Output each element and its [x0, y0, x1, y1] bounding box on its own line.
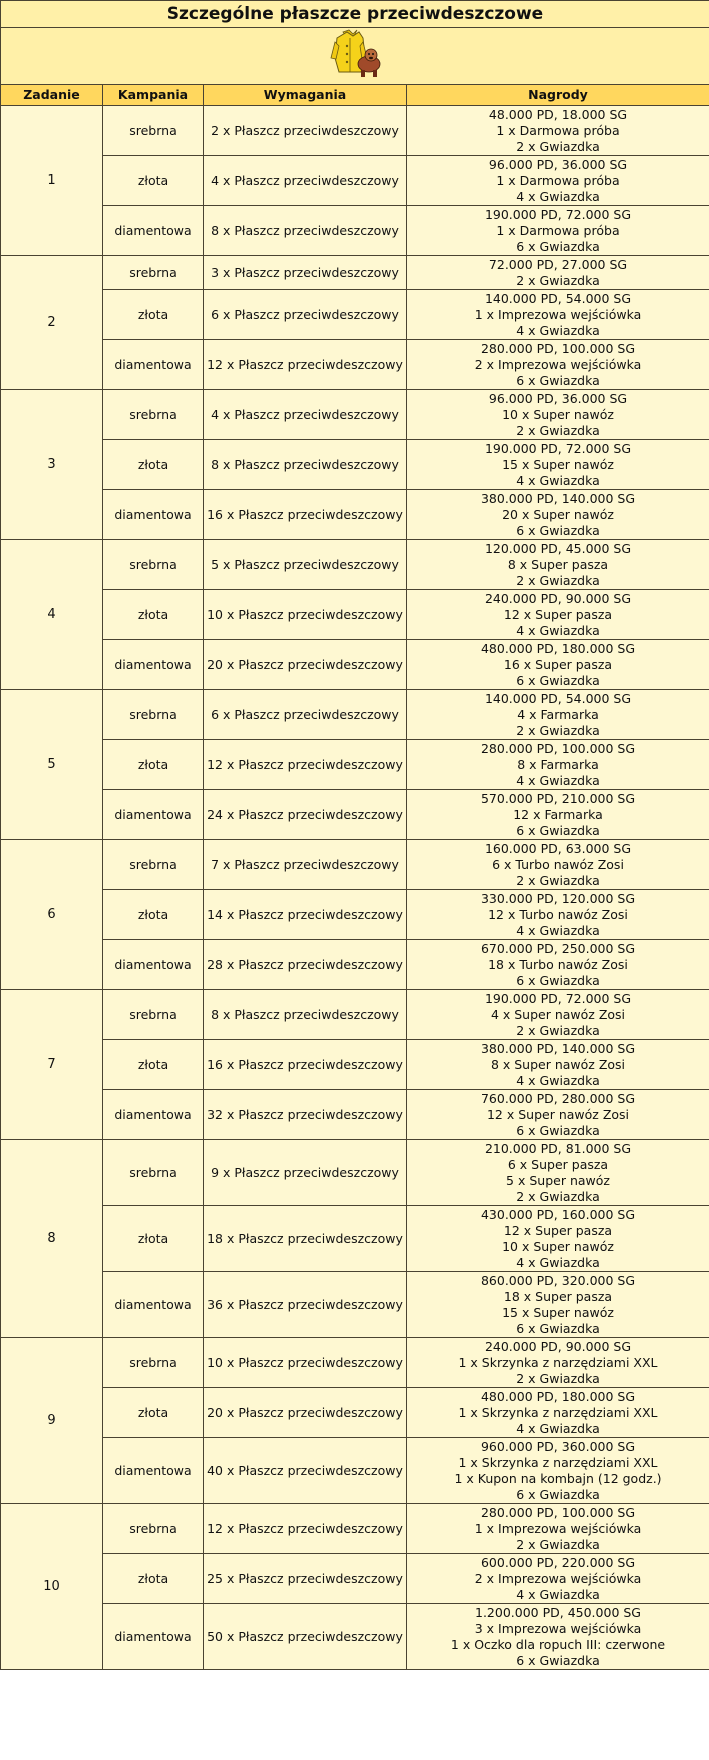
table-row	[1, 940, 709, 990]
reward-line: 2 x Gwiazdka	[516, 422, 600, 438]
reward-line: 190.000 PD, 72.000 SG	[484, 990, 632, 1006]
reward-line: 960.000 PD, 360.000 SG	[480, 1438, 636, 1454]
reward-line: 670.000 PD, 250.000 SG	[480, 940, 636, 956]
reward-line: 20 x Super nawóz	[502, 506, 614, 522]
requirement-cell: 50 x Płaszcz przeciwdeszczowy	[204, 1604, 407, 1670]
table-row	[1, 840, 709, 890]
reward-line: 72.000 PD, 27.000 SG	[488, 256, 628, 272]
campaign-cell: srebrna	[103, 540, 204, 590]
reward-line: 1 x Darmowa próba	[496, 172, 620, 188]
header-icon-cell	[1, 28, 709, 85]
column-header-task: Zadanie	[1, 85, 103, 106]
rewards-cell	[407, 1040, 709, 1090]
table-row	[1, 106, 709, 156]
reward-line: 18 x Turbo nawóz Zosi	[488, 956, 628, 972]
reward-line: 240.000 PD, 90.000 SG	[484, 590, 632, 606]
reward-line: 6 x Gwiazdka	[516, 672, 600, 688]
header-icons	[327, 28, 383, 80]
reward-line: 6 x Turbo nawóz Zosi	[492, 856, 624, 872]
requirement-cell: 8 x Płaszcz przeciwdeszczowy	[204, 440, 407, 490]
table-row	[1, 690, 709, 740]
requirement-cell: 20 x Płaszcz przeciwdeszczowy	[204, 640, 407, 690]
task-number: 7	[1, 990, 103, 1140]
reward-line: 160.000 PD, 63.000 SG	[484, 840, 632, 856]
reward-line: 4 x Gwiazdka	[516, 1586, 600, 1602]
campaign-cell: złota	[103, 290, 204, 340]
reward-line: 12 x Turbo nawóz Zosi	[488, 906, 628, 922]
requirement-cell: 25 x Płaszcz przeciwdeszczowy	[204, 1554, 407, 1604]
reward-line: 6 x Gwiazdka	[516, 238, 600, 254]
campaign-cell: diamentowa	[103, 640, 204, 690]
reward-line: 210.000 PD, 81.000 SG	[484, 1140, 632, 1156]
table-row	[1, 1272, 709, 1338]
reward-line: 10 x Super nawóz	[502, 406, 614, 422]
campaign-cell: złota	[103, 156, 204, 206]
reward-line: 2 x Gwiazdka	[516, 1536, 600, 1552]
rewards-cell	[407, 1206, 709, 1272]
reward-line: 4 x Gwiazdka	[516, 188, 600, 204]
table-row	[1, 290, 709, 340]
reward-line: 8 x Super nawóz Zosi	[490, 1056, 626, 1072]
requirement-cell: 4 x Płaszcz przeciwdeszczowy	[204, 390, 407, 440]
reward-line: 6 x Gwiazdka	[516, 522, 600, 538]
table-row	[1, 540, 709, 590]
table-row	[1, 1140, 709, 1206]
reward-line: 4 x Gwiazdka	[516, 1254, 600, 1270]
campaign-cell: złota	[103, 890, 204, 940]
reward-line: 600.000 PD, 220.000 SG	[480, 1554, 636, 1570]
reward-line: 4 x Gwiazdka	[516, 622, 600, 638]
requirement-cell: 20 x Płaszcz przeciwdeszczowy	[204, 1388, 407, 1438]
rewards-cell	[407, 1090, 709, 1140]
rewards-cell	[407, 740, 709, 790]
reward-line: 6 x Gwiazdka	[516, 1652, 600, 1668]
task-number: 5	[1, 690, 103, 840]
reward-line: 120.000 PD, 45.000 SG	[484, 540, 632, 556]
title-row	[1, 1, 709, 28]
reward-line: 6 x Gwiazdka	[516, 1486, 600, 1502]
reward-line: 4 x Gwiazdka	[516, 1072, 600, 1088]
reward-line: 6 x Gwiazdka	[516, 1122, 600, 1138]
reward-line: 48.000 PD, 18.000 SG	[488, 106, 628, 122]
rewards-cell	[407, 1140, 709, 1206]
table-row	[1, 740, 709, 790]
campaign-cell: diamentowa	[103, 490, 204, 540]
table-row	[1, 256, 709, 290]
reward-line: 2 x Gwiazdka	[516, 1022, 600, 1038]
reward-line: 96.000 PD, 36.000 SG	[488, 156, 628, 172]
reward-line: 1 x Imprezowa wejściówka	[474, 1520, 642, 1536]
table-row	[1, 440, 709, 490]
requirement-cell: 24 x Płaszcz przeciwdeszczowy	[204, 790, 407, 840]
reward-line: 10 x Super nawóz	[502, 1238, 614, 1254]
requirement-cell: 7 x Płaszcz przeciwdeszczowy	[204, 840, 407, 890]
reward-line: 760.000 PD, 280.000 SG	[480, 1090, 636, 1106]
reward-line: 6 x Gwiazdka	[516, 972, 600, 988]
campaign-cell: diamentowa	[103, 940, 204, 990]
requirement-cell: 14 x Płaszcz przeciwdeszczowy	[204, 890, 407, 940]
reward-line: 4 x Gwiazdka	[516, 922, 600, 938]
campaign-cell: diamentowa	[103, 340, 204, 390]
rewards-cell	[407, 540, 709, 590]
reward-line: 4 x Gwiazdka	[516, 772, 600, 788]
table-row	[1, 1554, 709, 1604]
task-number: 1	[1, 106, 103, 256]
reward-line: 12 x Super pasza	[503, 606, 613, 622]
requirement-cell: 16 x Płaszcz przeciwdeszczowy	[204, 490, 407, 540]
reward-line: 1 x Oczko dla ropuch III: czerwone	[450, 1636, 666, 1652]
reward-line: 380.000 PD, 140.000 SG	[480, 1040, 636, 1056]
campaign-cell: złota	[103, 740, 204, 790]
table-row	[1, 790, 709, 840]
rewards-cell	[407, 590, 709, 640]
reward-line: 12 x Farmarka	[513, 806, 603, 822]
reward-line: 2 x Gwiazdka	[516, 872, 600, 888]
column-header-row	[1, 85, 709, 106]
reward-line: 1 x Skrzynka z narzędziami XXL	[458, 1454, 658, 1470]
task-number: 3	[1, 390, 103, 540]
reward-line: 5 x Super nawóz	[506, 1172, 610, 1188]
reward-line: 12 x Super pasza	[503, 1222, 613, 1238]
requirement-cell: 6 x Płaszcz przeciwdeszczowy	[204, 690, 407, 740]
requirement-cell: 32 x Płaszcz przeciwdeszczowy	[204, 1090, 407, 1140]
table-row	[1, 156, 709, 206]
rewards-cell	[407, 106, 709, 156]
reward-line: 1 x Skrzynka z narzędziami XXL	[458, 1404, 658, 1420]
reward-line: 280.000 PD, 100.000 SG	[480, 1504, 636, 1520]
reward-line: 280.000 PD, 100.000 SG	[480, 340, 636, 356]
requirement-cell: 40 x Płaszcz przeciwdeszczowy	[204, 1438, 407, 1504]
task-number: 4	[1, 540, 103, 690]
reward-line: 12 x Super nawóz Zosi	[486, 1106, 630, 1122]
rewards-cell	[407, 840, 709, 890]
rewards-cell	[407, 206, 709, 256]
requirement-cell: 4 x Płaszcz przeciwdeszczowy	[204, 156, 407, 206]
requirement-cell: 3 x Płaszcz przeciwdeszczowy	[204, 256, 407, 290]
reward-line: 330.000 PD, 120.000 SG	[480, 890, 636, 906]
table-row	[1, 1090, 709, 1140]
campaign-cell: diamentowa	[103, 1090, 204, 1140]
reward-line: 2 x Gwiazdka	[516, 722, 600, 738]
rewards-cell	[407, 340, 709, 390]
rewards-cell	[407, 640, 709, 690]
task-number: 8	[1, 1140, 103, 1338]
requirement-cell: 10 x Płaszcz przeciwdeszczowy	[204, 590, 407, 640]
rewards-cell	[407, 940, 709, 990]
rewards-cell	[407, 1554, 709, 1604]
column-header-rewards: Nagrody	[407, 85, 709, 106]
campaign-cell: srebrna	[103, 106, 204, 156]
requirement-cell: 18 x Płaszcz przeciwdeszczowy	[204, 1206, 407, 1272]
campaign-cell: srebrna	[103, 690, 204, 740]
column-header-requirements: Wymagania	[204, 85, 407, 106]
reward-line: 140.000 PD, 54.000 SG	[484, 690, 632, 706]
reward-line: 4 x Super nawóz Zosi	[490, 1006, 626, 1022]
rewards-cell	[407, 1338, 709, 1388]
requirement-cell: 36 x Płaszcz przeciwdeszczowy	[204, 1272, 407, 1338]
rewards-cell	[407, 690, 709, 740]
reward-line: 140.000 PD, 54.000 SG	[484, 290, 632, 306]
column-header-campaign: Kampania	[103, 85, 204, 106]
reward-line: 860.000 PD, 320.000 SG	[480, 1272, 636, 1288]
campaign-cell: złota	[103, 590, 204, 640]
reward-line: 380.000 PD, 140.000 SG	[480, 490, 636, 506]
campaign-cell: srebrna	[103, 390, 204, 440]
reward-line: 8 x Farmarka	[517, 756, 599, 772]
rewards-cell	[407, 890, 709, 940]
reward-line: 570.000 PD, 210.000 SG	[480, 790, 636, 806]
reward-line: 16 x Super pasza	[503, 656, 613, 672]
rewards-cell	[407, 1438, 709, 1504]
reward-line: 96.000 PD, 36.000 SG	[488, 390, 628, 406]
table-row	[1, 390, 709, 440]
campaign-cell: złota	[103, 1206, 204, 1272]
reward-line: 2 x Gwiazdka	[516, 272, 600, 288]
table-row	[1, 206, 709, 256]
reward-line: 2 x Gwiazdka	[516, 572, 600, 588]
reward-line: 4 x Gwiazdka	[516, 472, 600, 488]
task-number: 9	[1, 1338, 103, 1504]
reward-line: 4 x Farmarka	[517, 706, 599, 722]
table-row	[1, 1338, 709, 1388]
reward-line: 2 x Imprezowa wejściówka	[474, 1570, 642, 1586]
table-row	[1, 1604, 709, 1670]
requirement-cell: 9 x Płaszcz przeciwdeszczowy	[204, 1140, 407, 1206]
rewards-table-body	[1, 106, 709, 1670]
reward-line: 2 x Gwiazdka	[516, 1370, 600, 1386]
table-row	[1, 1040, 709, 1090]
table-row	[1, 590, 709, 640]
campaign-cell: srebrna	[103, 1140, 204, 1206]
reward-line: 1 x Skrzynka z narzędziami XXL	[458, 1354, 658, 1370]
requirement-cell: 12 x Płaszcz przeciwdeszczowy	[204, 740, 407, 790]
table-row	[1, 1504, 709, 1554]
requirement-cell: 8 x Płaszcz przeciwdeszczowy	[204, 990, 407, 1040]
rewards-cell	[407, 1604, 709, 1670]
requirement-cell: 5 x Płaszcz przeciwdeszczowy	[204, 540, 407, 590]
task-number: 2	[1, 256, 103, 390]
table-row	[1, 1206, 709, 1272]
campaign-cell: srebrna	[103, 256, 204, 290]
rewards-cell	[407, 256, 709, 290]
reward-line: 15 x Super nawóz	[502, 1304, 614, 1320]
requirement-cell: 2 x Płaszcz przeciwdeszczowy	[204, 106, 407, 156]
reward-line: 6 x Gwiazdka	[516, 1320, 600, 1336]
campaign-cell: diamentowa	[103, 790, 204, 840]
rewards-cell	[407, 440, 709, 490]
reward-line: 4 x Gwiazdka	[516, 1420, 600, 1436]
requirement-cell: 8 x Płaszcz przeciwdeszczowy	[204, 206, 407, 256]
reward-line: 280.000 PD, 100.000 SG	[480, 740, 636, 756]
reward-line: 1 x Imprezowa wejściówka	[474, 306, 642, 322]
rewards-cell	[407, 1388, 709, 1438]
requirement-cell: 12 x Płaszcz przeciwdeszczowy	[204, 340, 407, 390]
requirement-cell: 28 x Płaszcz przeciwdeszczowy	[204, 940, 407, 990]
reward-line: 1 x Darmowa próba	[496, 222, 620, 238]
reward-line: 190.000 PD, 72.000 SG	[484, 440, 632, 456]
campaign-cell: złota	[103, 1554, 204, 1604]
reward-line: 3 x Imprezowa wejściówka	[474, 1620, 642, 1636]
campaign-cell: srebrna	[103, 990, 204, 1040]
campaign-cell: diamentowa	[103, 1438, 204, 1504]
reward-line: 18 x Super pasza	[503, 1288, 613, 1304]
reward-line: 1 x Kupon na kombajn (12 godz.)	[454, 1470, 662, 1486]
task-number: 10	[1, 1504, 103, 1670]
reward-line: 6 x Gwiazdka	[516, 822, 600, 838]
raincoat-and-dog-icon	[327, 28, 383, 80]
rewards-cell	[407, 1504, 709, 1554]
rewards-cell	[407, 290, 709, 340]
table-row	[1, 490, 709, 540]
rewards-cell	[407, 490, 709, 540]
reward-line: 8 x Super pasza	[507, 556, 609, 572]
reward-line: 190.000 PD, 72.000 SG	[484, 206, 632, 222]
rewards-cell	[407, 790, 709, 840]
campaign-cell: diamentowa	[103, 206, 204, 256]
rewards-cell	[407, 390, 709, 440]
rewards-cell	[407, 1272, 709, 1338]
reward-line: 1 x Darmowa próba	[496, 122, 620, 138]
campaign-cell: srebrna	[103, 1338, 204, 1388]
task-number: 6	[1, 840, 103, 990]
campaign-cell: srebrna	[103, 1504, 204, 1554]
campaign-cell: diamentowa	[103, 1604, 204, 1670]
campaign-cell: złota	[103, 440, 204, 490]
requirement-cell: 16 x Płaszcz przeciwdeszczowy	[204, 1040, 407, 1090]
reward-line: 1.200.000 PD, 450.000 SG	[475, 1604, 641, 1620]
table-row	[1, 890, 709, 940]
requirement-cell: 6 x Płaszcz przeciwdeszczowy	[204, 290, 407, 340]
table-row	[1, 1388, 709, 1438]
table-row	[1, 1438, 709, 1504]
reward-line: 2 x Gwiazdka	[516, 138, 600, 154]
reward-line: 15 x Super nawóz	[502, 456, 614, 472]
reward-line: 480.000 PD, 180.000 SG	[480, 640, 636, 656]
table-row	[1, 640, 709, 690]
requirement-cell: 12 x Płaszcz przeciwdeszczowy	[204, 1504, 407, 1554]
reward-line: 430.000 PD, 160.000 SG	[480, 1206, 636, 1222]
rewards-cell	[407, 990, 709, 1040]
campaign-cell: diamentowa	[103, 1272, 204, 1338]
table-row	[1, 340, 709, 390]
reward-line: 240.000 PD, 90.000 SG	[484, 1338, 632, 1354]
table-row	[1, 990, 709, 1040]
icon-row	[1, 28, 709, 85]
reward-line: 6 x Gwiazdka	[516, 372, 600, 388]
reward-line: 6 x Super pasza	[507, 1156, 609, 1172]
reward-line: 2 x Gwiazdka	[516, 1188, 600, 1204]
campaign-cell: srebrna	[103, 840, 204, 890]
reward-line: 480.000 PD, 180.000 SG	[480, 1388, 636, 1404]
requirement-cell: 10 x Płaszcz przeciwdeszczowy	[204, 1338, 407, 1388]
campaign-cell: złota	[103, 1040, 204, 1090]
rewards-cell	[407, 156, 709, 206]
reward-line: 2 x Imprezowa wejściówka	[474, 356, 642, 372]
reward-line: 4 x Gwiazdka	[516, 322, 600, 338]
campaign-cell: złota	[103, 1388, 204, 1438]
page-title: Szczególne płaszcze przeciwdeszczowe	[1, 1, 709, 28]
